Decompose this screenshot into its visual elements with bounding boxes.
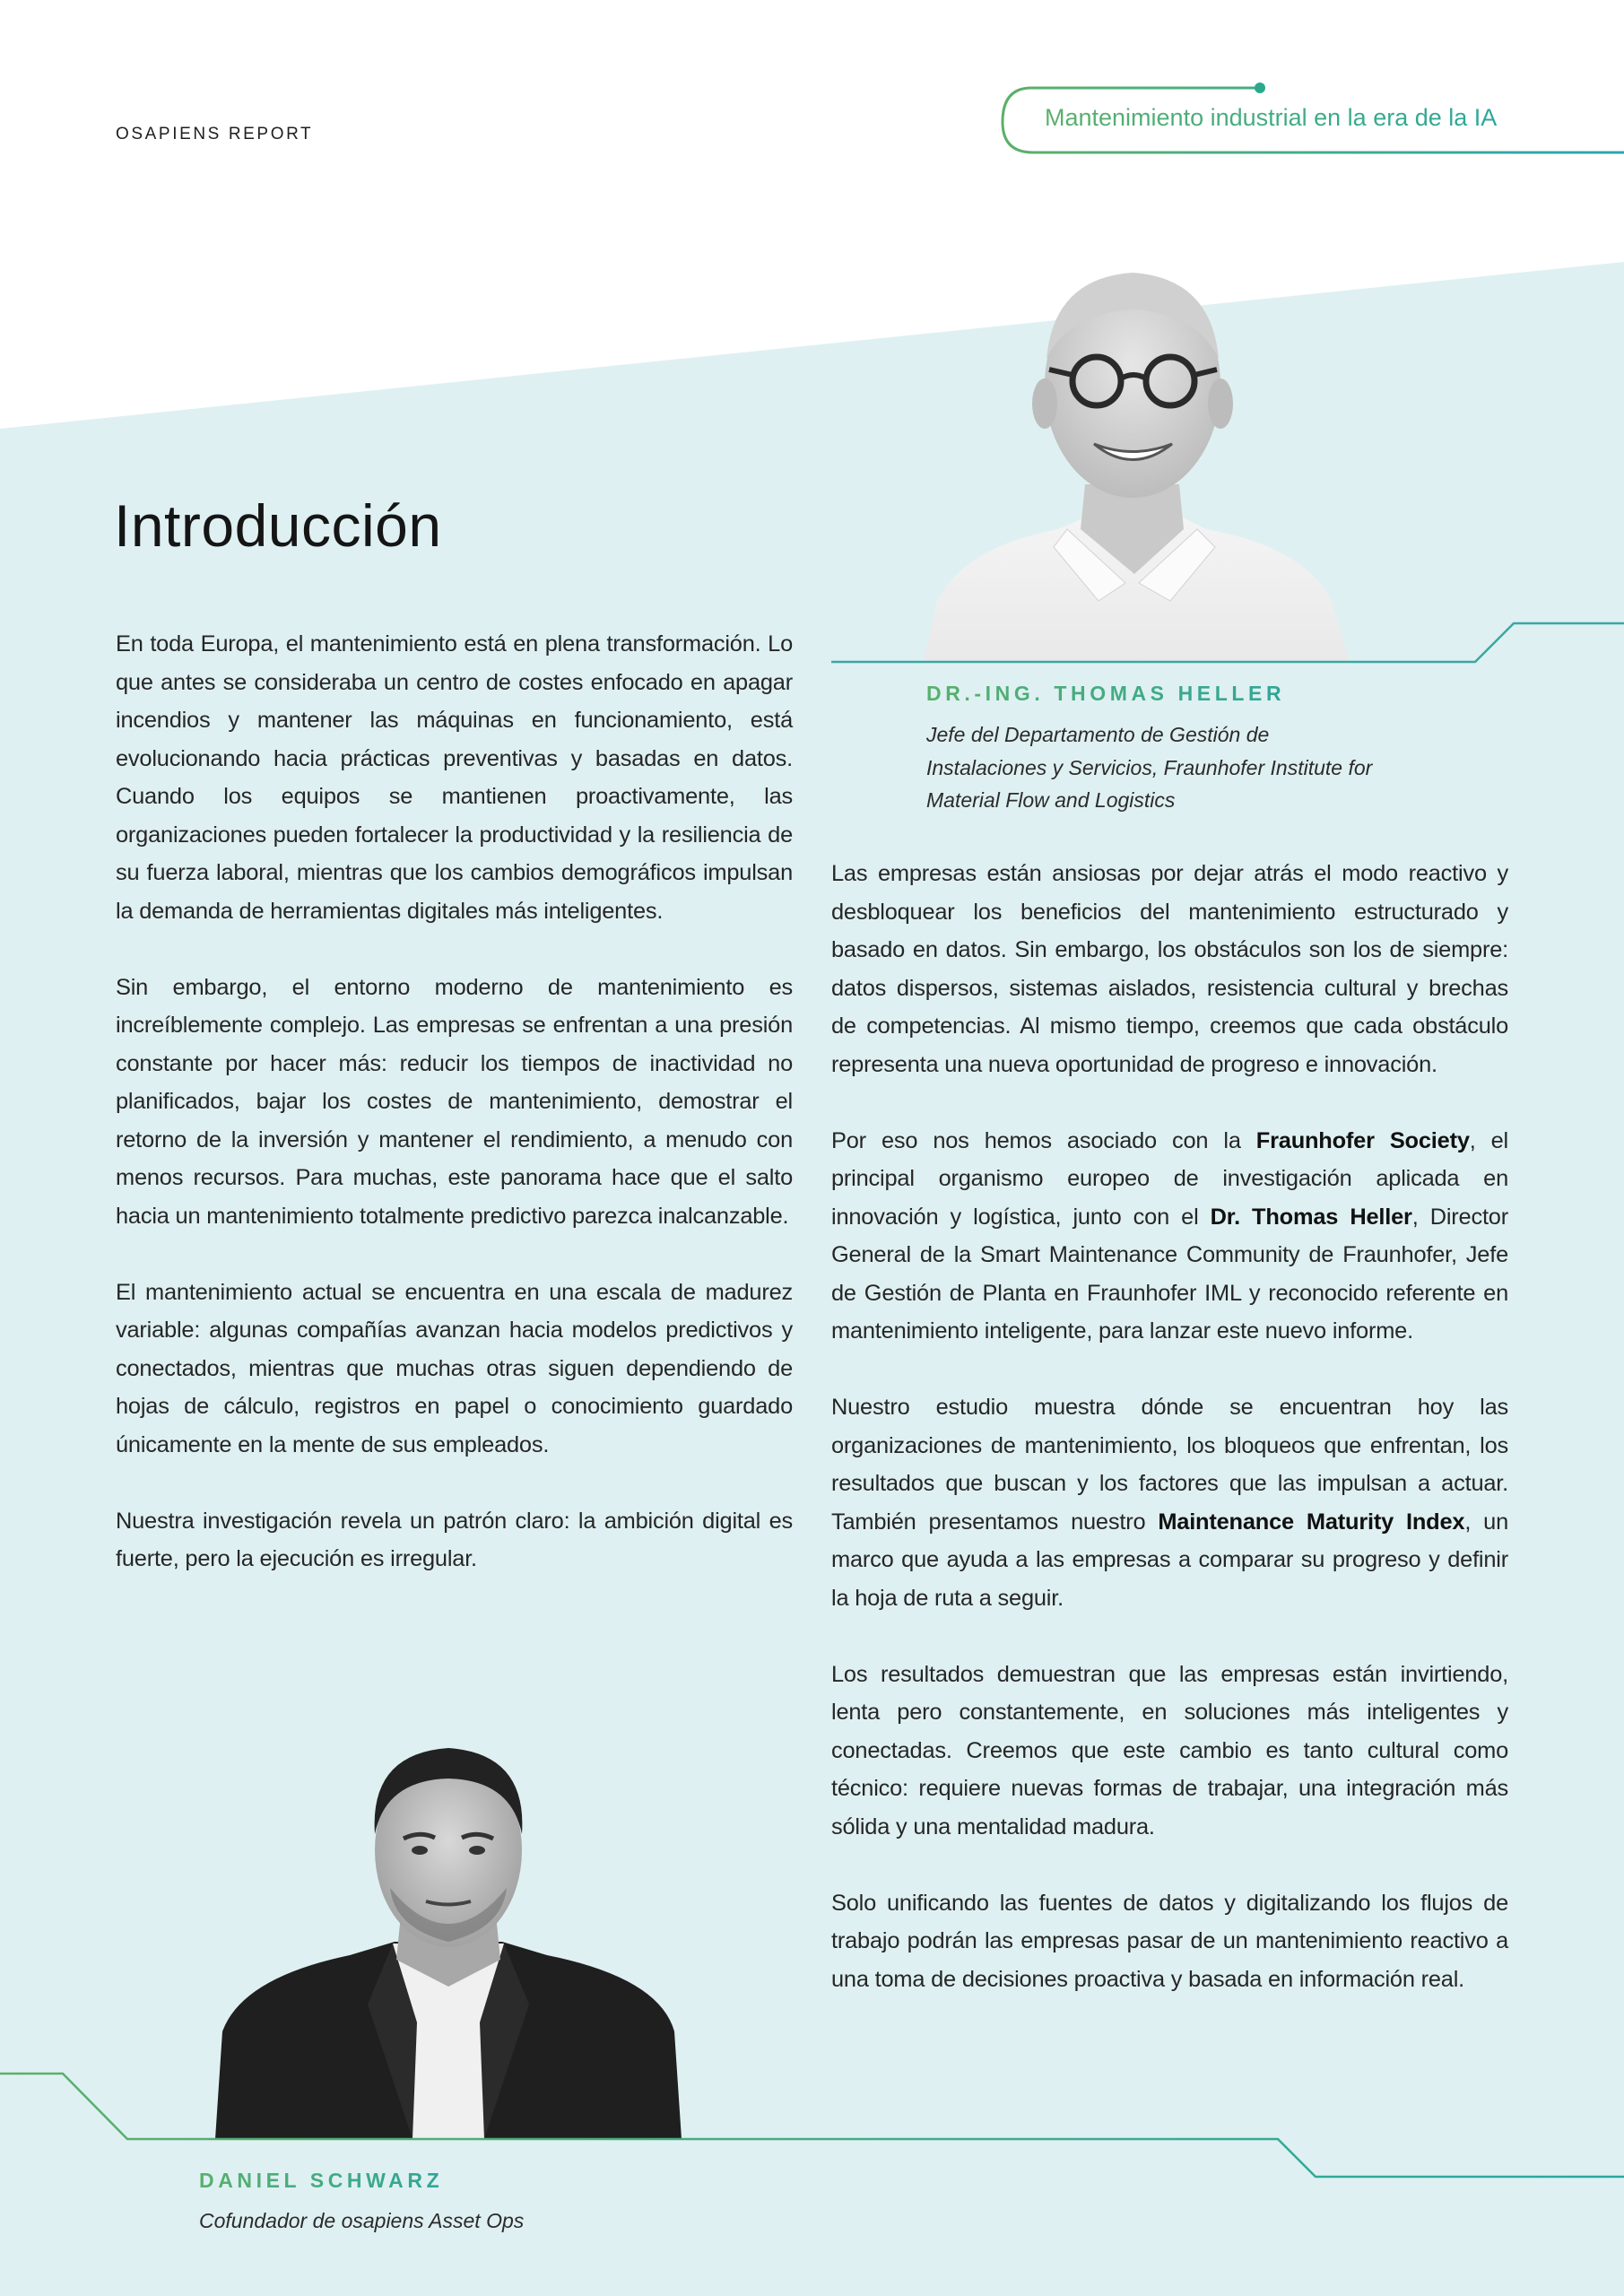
heller-role: Jefe del Departamento de Gestión de Instalaciones y Servicios, Fraunhofer Institute for Material Flow and Logistics — [926, 723, 1373, 812]
left-column-text — [116, 625, 793, 1616]
paragraph: El mantenimiento actual se encuentra en una escala de madurez variable: algunas compañías avanzan hacia modelos predictivos y conectados, mientras que muchas otras siguen dependiendo de hojas de cálculo, registros en papel o conocimiento guardado únicamente en la mente de sus empleados. — [116, 1279, 793, 1457]
header-section-tag — [999, 83, 1624, 158]
paragraph: Solo unificando las fuentes de datos y digitalizando los flujos de trabajo podrán las empresas pasar de un mantenimiento reactivo a una toma de decisiones proactiva y basada en información real. — [831, 1890, 1508, 1992]
schwarz-name: DANIEL SCHWARZ — [199, 2169, 444, 2192]
bold-thomas-heller: Dr. Thomas Heller — [1210, 1204, 1412, 1230]
bold-maintenance-maturity-index: Maintenance Maturity Index — [1158, 1509, 1465, 1535]
heller-name: DR.-ING. THOMAS HELLER — [926, 682, 1286, 705]
paragraph: Las empresas están ansiosas por dejar atrás el modo reactivo y desbloquear los beneficios del mantenimiento estructurado y basado en datos. Sin embargo, los obstáculos son los de siempre: datos dispersos, sistemas aislados, resistencia cultural y brechas de competencias. Al mismo tiempo, creemos que cada obstáculo representa una nueva oportunidad de progreso e innovación. — [831, 861, 1508, 1077]
heller-portrait-photo — [910, 260, 1354, 662]
header-tag-title: Mantenimiento industrial en la era de la IA — [1045, 104, 1498, 131]
paragraph: En toda Europa, el mantenimiento está en plena transformación. Lo que antes se consideraba un centro de costes enfocado en apagar incendios y mantener las máquinas en funcionamiento, está evolucionando hacia prácticas preventivas y basadas en datos. Cuando los equipos se mantienen proactivamente, las organizaciones pueden fortalecer la productividad y la resiliencia de su fuerza laboral, mientras que los cambios demográficos impulsan la demanda de herramientas digitales más inteligentes. — [116, 631, 793, 924]
paragraph: Nuestro estudio muestra dónde se encuentran hoy las organizaciones de mantenimiento, los bloqueos que enfrentan, los resultados que buscan y los factores que las impulsan a actuar. También presentamos nuestro Maintenance Maturity Index, un marco que ayuda a las empresas a comparar su progreso y definir la hoja de ruta a seguir. — [831, 1395, 1508, 1611]
paragraph: Por eso nos hemos asociado con la Fraunhofer Society, el principal organismo europeo de investigación aplicada en innovación y logística, junto con el Dr. Thomas Heller, Director General de la Smart Maintenance Community de Fraunhofer, Jefe de Gestión de Planta en Fraunhofer IML y reconocido referente en mantenimiento inteligente, para lanzar este nuevo informe. — [831, 1127, 1509, 1344]
paragraph: Sin embargo, el entorno moderno de mantenimiento es increíblemente complejo. Las empresas se enfrentan a una presión constante por hacer más: reducir los tiempos de inactividad no planificados, bajar los costes de mantenimiento, demostrar el retorno de la inversión y mantener el rendimiento, a menudo con menos recursos. Para muchas, este panorama hace que el salto hacia un mantenimiento totalmente predictivo parezca inalcanzable. — [116, 974, 793, 1229]
paragraph: Nuestra investigación revela un patrón claro: la ambición digital es fuerte, pero la ejecución es irregular. — [116, 1508, 793, 1571]
schwarz-role: Cofundador de osapiens Asset Ops — [199, 2209, 525, 2232]
report-label: OSAPIENS REPORT — [116, 125, 314, 144]
page-title: Introducción — [114, 492, 442, 559]
schwarz-portrait-photo — [215, 1735, 682, 2139]
paragraph: Los resultados demuestran que las empresas están invirtiendo, lenta pero constantemente, en soluciones más inteligentes y conectadas. Creemos que este cambio es tanto cultural como técnico: requiere nuevas formas de trabajar, una integración más sólida y una mentalidad madura. — [831, 1661, 1508, 1839]
right-column-text — [831, 855, 1508, 2037]
bold-fraunhofer-society: Fraunhofer Society — [1255, 1127, 1470, 1153]
